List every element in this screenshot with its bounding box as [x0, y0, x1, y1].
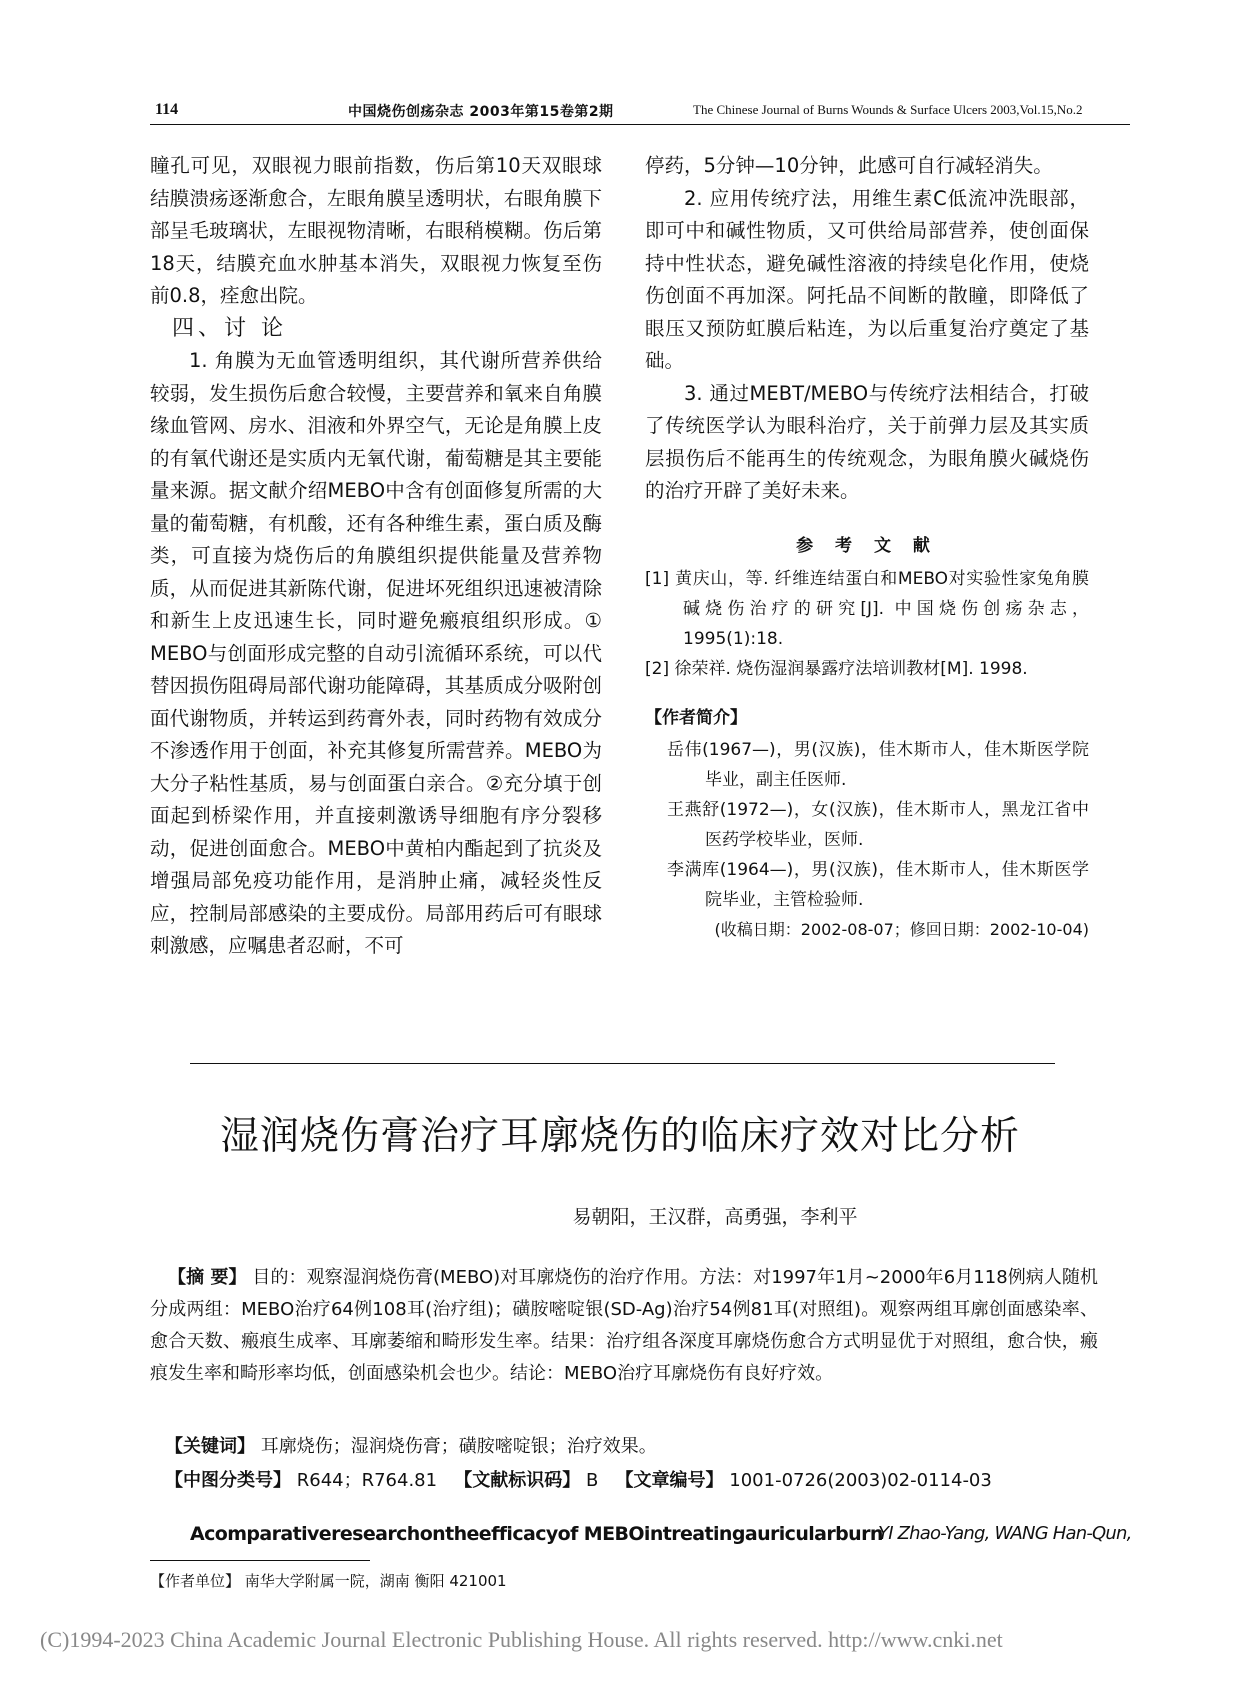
left-column: [150, 150, 602, 963]
journal-title-cn: 中国烧伤创疡杂志 2003年第15卷第2期: [348, 104, 614, 120]
discussion-paragraph-1: 1. 角膜为无血管透明组织，其代谢所营养供给较弱，发生损伤后愈合较慢，主要营养和氧来自角膜缘血管网、房水、泪液和外界空气，无论是角膜上皮的有氧代谢还是实质内无氧代谢，葡萄糖是其主要能量来源。据文献介绍MEBO中含有创面修复所需的大量的葡萄糖，有机酸，还有各种维生素，蛋白质及酶类，可直接为烧伤后的角膜组织提供能量及营养物质，从而促进其新陈代谢，促进坏死组织迅速被清除和新生上皮迅速生长，同时避免瘢痕组织形成。① MEBO与创面形成完整的自动引流循环系统，可以代替因损伤阻碍局部代谢功能障碍，其基质成分吸附创面代谢物质，并转运到药膏外表，同时药物有效成分不渗透作用于创面，补充其修复所需营养。MEBO为大分子粘性基质，易与创面蛋白亲合。②充分填于创面起到桥梁作用，并直接刺激诱导细胞有序分裂移动，促进创面愈合。MEBO中黄柏内酯起到了抗炎及增强局部免疫功能作用，是消肿止痛，减轻炎性反应，控制局部感染的主要成份。局部用药后可有眼球刺激感，应嘱患者忍耐，不可: [150, 349, 602, 957]
english-title: Acomparativeresearchontheefficacyof MEBOintreatingauricularburn: [190, 1523, 883, 1545]
keywords-value: 耳廓烧伤；湿润烧伤膏；磺胺嘧啶银；治疗效果。: [260, 1436, 657, 1457]
reference-item: [1] 黄庆山，等. 纤维连结蛋白和MEBO对实验性家兔角膜碱烧伤治疗的研究[J]. 中国烧伤创疡杂志，1995(1):18.: [645, 569, 1089, 649]
doc-code-label: 【文献标识码】: [454, 1470, 581, 1491]
keywords-line: [165, 1432, 657, 1458]
reference-item: [2] 徐荣祥. 烧伤湿润暴露疗法培训教材[M]. 1998.: [645, 659, 1028, 679]
discussion-paragraph-2: 2. 应用传统疗法，用维生素C低流冲洗眼部，即可中和碱性物质，又可供给局部营养，使创面保持中性状态，避免碱性溶液的持续皂化作用，使烧伤创面不再加深。阿托品不间断的散瞳，即降低了眼压又预防虹膜后粘连，为以后重复治疗奠定了基础。: [645, 186, 1089, 372]
author-bio: 李满库(1964—)，男(汉族)，佳木斯市人，佳木斯医学院毕业，主管检验师.: [667, 859, 1089, 910]
author-unit-footnote: [150, 1570, 507, 1591]
case-paragraph: 瞳孔可见，双眼视力眼前指数，伤后第10天双眼球结膜溃疡逐渐愈合，左眼角膜呈透明状，右眼角膜下部呈毛玻璃状，左眼视物清晰，右眼稍模糊。伤后第18天，结膜充血水肿基本消失，双眼视力恢复至伤前0.8，痊愈出院。: [150, 154, 602, 307]
references-title: 参 考 文 献: [796, 535, 938, 556]
article-number-label: 【文章编号】: [615, 1470, 724, 1491]
page-number: 114: [155, 101, 179, 118]
continued-paragraph: 停药，5分钟—10分钟，此感可自行减轻消失。: [645, 154, 1053, 177]
abstract-text: 目的：观察湿润烧伤膏(MEBO)对耳廓烧伤的治疗作用。方法：对1997年1月~2000年6月118例病人随机分成两组：MEBO治疗64例108耳(治疗组)；磺胺嘧啶银(SD-Ag)治疗54例81耳(对照组)。观察两组耳廓创面感染率、愈合天数、瘢痕生成率、耳廓萎缩和畸形发生率。结果：治疗组各深度耳廓烧伤愈合方式明显优于对照组，愈合快，瘢痕发生率和畸形率均低，创面感染机会也少。结论：MEBO治疗耳廓烧伤有良好疗效。: [150, 1267, 1098, 1384]
abstract: [150, 1262, 1098, 1390]
article-authors: 易朝阳，王汉群，高勇强，李利平: [572, 1206, 858, 1228]
keywords-label: 【关键词】: [165, 1436, 255, 1457]
article-separator: [190, 1063, 1055, 1064]
article-number-value: 1001-0726(2003)02-0114-03: [729, 1470, 992, 1491]
journal-title-en: The Chinese Journal of Burns Wounds & Surface Ulcers 2003,Vol.15,No.2: [693, 102, 1083, 117]
abstract-label: 【摘 要】: [168, 1267, 247, 1288]
author-bio: 岳伟(1967—)，男(汉族)，佳木斯市人，佳木斯医学院毕业，副主任医师.: [667, 739, 1089, 790]
received-dates: (收稿日期：2002-08-07；修回日期：2002-10-04): [714, 919, 1089, 939]
discussion-paragraph-3: 3. 通过MEBT/MEBO与传统疗法相结合，打破了传统医学认为眼科治疗，关于前弹力层及其实质层损伤后不能再生的传统观念，为眼角膜火碱烧伤的治疗开辟了美好未来。: [645, 381, 1089, 502]
author-bio-title: 【作者简介】: [645, 708, 747, 728]
class-label: 【中图分类号】: [165, 1470, 291, 1491]
section-heading: 四、讨 论: [172, 315, 287, 341]
unit-label: 【作者单位】: [150, 1572, 241, 1590]
footnote-rule: [150, 1560, 370, 1561]
article-title: 湿润烧伤膏治疗耳廓烧伤的临床疗效对比分析: [219, 1114, 1020, 1159]
header-rule: [150, 124, 1130, 125]
copyright-watermark: (C)1994-2023 China Academic Journal Electronic Publishing House. All rights reserved. http://www.cnki.net: [40, 1627, 1003, 1652]
unit-value: 南华大学附属一院，湖南 衡阳 421001: [244, 1572, 507, 1590]
right-column: [645, 150, 1089, 945]
author-bio: 王燕舒(1972—)，女(汉族)，佳木斯市人，黑龙江省中医药学校毕业，医师.: [667, 799, 1089, 850]
english-authors: YI Zhao-Yang, WANG Han-Qun,: [878, 1523, 1132, 1544]
class-value: R644；R764.81: [296, 1470, 438, 1491]
classification-line: [165, 1466, 992, 1492]
doc-code-value: B: [586, 1470, 599, 1491]
